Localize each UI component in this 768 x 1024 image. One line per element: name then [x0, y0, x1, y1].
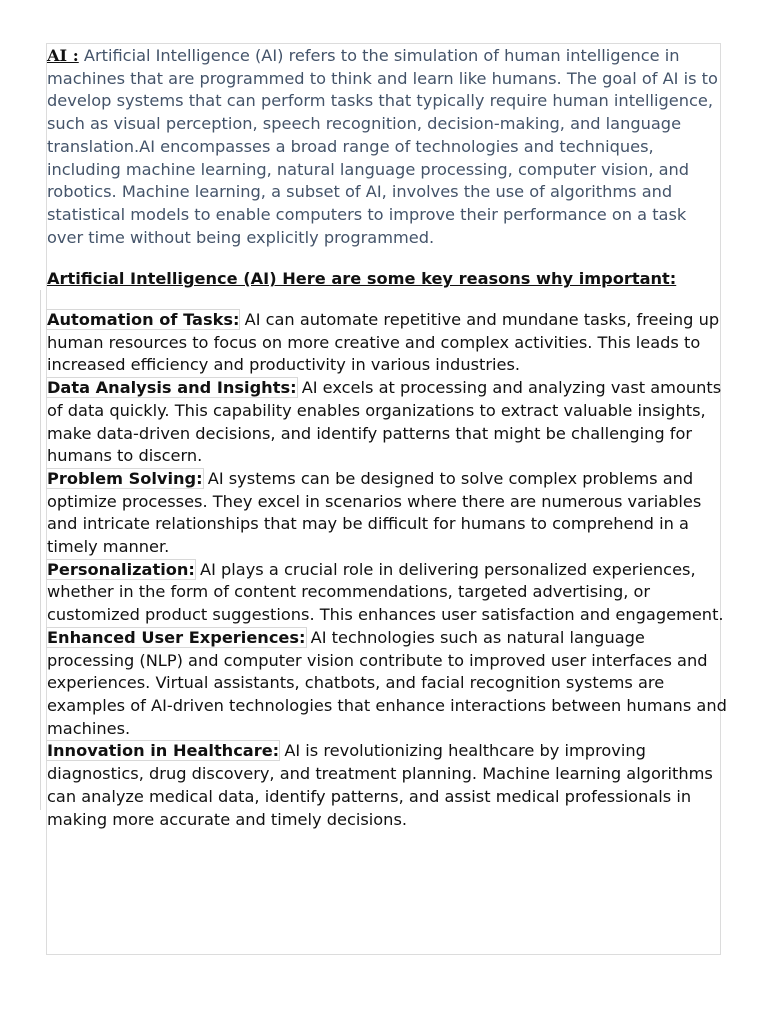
intro-paragraph	[47, 45, 727, 249]
reason-term: Problem Solving:	[47, 468, 203, 488]
intro-text: Artificial Intelligence (AI) refers to the simulation of human intelligence in machines that are programmed to think and learn like humans. The goal of AI is to develop systems that can perform tasks that typically require human intelligence, such as visual perception, speech recognition, decision-making, and language translation.AI encompasses a broad range of technologies and techniques, including machine learning, natural language processing, computer vision, and robotics. Machine learning, a subset of AI, involves the use of algorithms and statistical models to enable computers to improve their performance on a task over time without being explicitly programmed.	[47, 46, 718, 247]
margin-rule	[40, 290, 41, 810]
reason-term: Innovation in Healthcare:	[47, 741, 280, 761]
reason-term: Personalization:	[47, 559, 195, 579]
reason-automation	[47, 309, 727, 377]
reason-healthcare	[47, 740, 727, 831]
intro-label: AI :	[47, 46, 79, 65]
document-body	[47, 45, 727, 831]
reason-text: AI plays a crucial role in delivering personalized experiences, whether in the form of content recommendations, targeted advertising, or customized product suggestions. This enhances user satisfaction and engagement.	[47, 559, 724, 625]
reason-problem-solving	[47, 468, 727, 559]
reason-text: AI systems can be designed to solve complex problems and optimize processes. They excel in scenarios where there are numerous variables and intricate relationships that may be difficult for humans to comprehend in a timely manner.	[47, 468, 702, 557]
reason-text: AI technologies such as natural language processing (NLP) and computer vision contribute to improved user interfaces and experiences. Virtual assistants, chatbots, and facial recognition systems are examples of AI-driven technologies that enhance interactions between humans and machines.	[47, 627, 727, 738]
reason-personalization	[47, 559, 727, 627]
reason-text: AI is revolutionizing healthcare by improving diagnostics, drug discovery, and treatment planning. Machine learning algorithms can analyze medical data, identify patterns, and assist medical professionals in making more accurate and timely decisions.	[47, 741, 713, 829]
reason-text: AI excels at processing and analyzing vast amounts of data quickly. This capability enables organizations to extract valuable insights, make data-driven decisions, and identify patterns that might be challenging for humans to discern.	[47, 378, 722, 466]
reason-text: AI can automate repetitive and mundane tasks, freeing up human resources to focus on more creative and complex activities. This leads to increased efficiency and productivity in various industries.	[47, 310, 720, 375]
reason-term: Automation of Tasks:	[47, 310, 240, 330]
reason-term: Enhanced User Experiences:	[47, 627, 306, 647]
reason-term: Data Analysis and Insights:	[47, 378, 297, 398]
reason-user-experiences	[47, 627, 727, 741]
reason-data-analysis	[47, 377, 727, 468]
section-heading: Artificial Intelligence (AI) Here are some key reasons why important:	[47, 269, 677, 289]
